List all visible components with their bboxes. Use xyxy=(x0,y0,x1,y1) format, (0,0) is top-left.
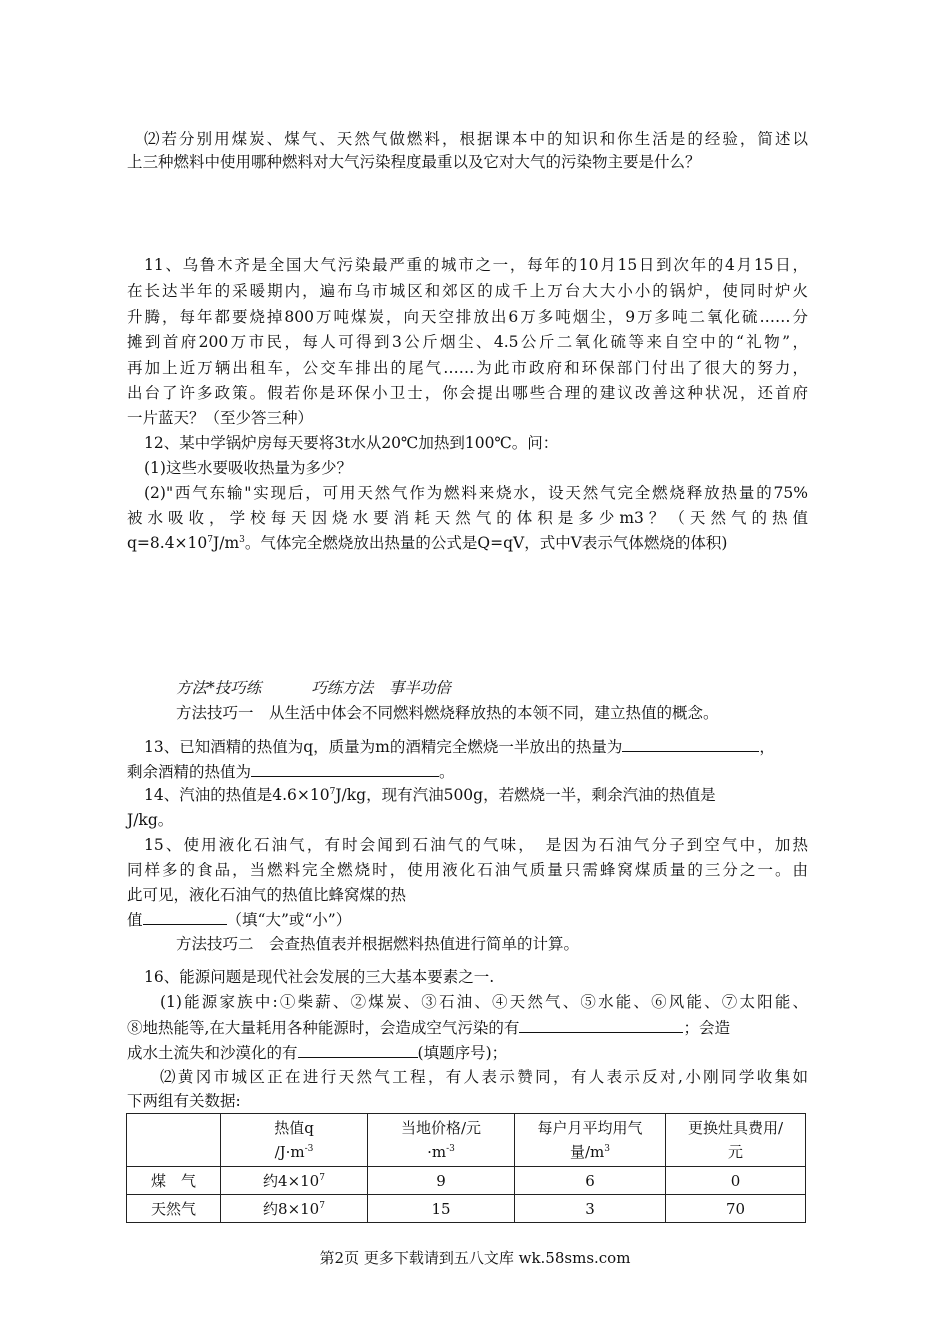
row-heat-base: 约8×10 xyxy=(263,1199,320,1218)
row-price: 15 xyxy=(368,1195,515,1223)
q13-answer-blank-2[interactable] xyxy=(251,760,439,777)
q13-text: 13、已知酒精的热值为q，质量为m的酒精完全燃烧一半放出的热量为 xyxy=(144,738,623,756)
q12-part1: (1)这些水要吸收热量为多少？ xyxy=(144,459,352,477)
q16-p2-line2: 下两组有关数据: xyxy=(127,1092,241,1110)
table-row xyxy=(127,1167,806,1195)
q15-line2: 同样多的食品，当燃料完全燃烧时，使用液化石油气质量只需蜂窝煤质量的三分之一。由 xyxy=(127,861,808,879)
q13-line2 xyxy=(127,760,455,783)
q15-answer-blank[interactable] xyxy=(143,908,227,925)
q16-p1-line2 xyxy=(127,1016,730,1039)
q14-line2: J/kg。 xyxy=(127,811,174,829)
q13-answer-blank-1[interactable] xyxy=(622,735,759,752)
row-heat-value xyxy=(221,1167,368,1195)
q12-part2-line2: 被水吸收，学校每天因烧水要消耗天然气的体积是多少m3？（天然气的热值 xyxy=(127,509,808,527)
q16-text-d: (填题序号)； xyxy=(417,1044,508,1062)
q12-part2-line1: (2)"西气东输"实现后，可用天然气作为燃料来烧水，设天然气完全燃烧释放热量的75% xyxy=(144,484,808,502)
table-header-row xyxy=(127,1114,806,1167)
header-cost-line2: 元 xyxy=(727,1143,743,1161)
q10-part2-line1: ⑵若分别用煤炭、煤气、天然气做燃料，根据课本中的知识和你生活是的经验，简述以 xyxy=(144,130,808,148)
q12-intro: 12、某中学锅炉房每天要将3t水从20℃加热到100℃。问： xyxy=(144,434,559,452)
header-usage-line2: 量/m xyxy=(569,1143,605,1161)
row-price: 9 xyxy=(368,1167,515,1195)
q11-line2: 在长达半年的采暖期内，遍布乌市城区和郊区的成千上万台大大小小的锅炉，使同时炉火 xyxy=(127,282,808,300)
q12-formula-b: J/m xyxy=(213,534,240,552)
row-cost: 0 xyxy=(666,1167,806,1195)
section-title-text: 方法*技巧练 xyxy=(176,679,262,697)
q13-comma: ， xyxy=(759,738,775,756)
q12-formula-c: 。气体完全燃烧放出热量的公式是Q=qV，式中V表示气体燃烧的体积) xyxy=(244,534,728,552)
tip-2: 方法技巧二 会查热值表并根据燃料热值进行简单的计算。 xyxy=(176,935,580,953)
q16-p1-line3 xyxy=(127,1041,507,1064)
header-usage-exp: 3 xyxy=(604,1144,610,1154)
q13-line1 xyxy=(144,735,775,758)
row-cost: 70 xyxy=(666,1195,806,1223)
q15-line4 xyxy=(127,908,351,931)
header-cost xyxy=(666,1114,806,1167)
tip-1: 方法技巧一 从生活中体会不同燃料燃烧释放热的本领不同，建立热值的概念。 xyxy=(176,704,719,722)
q16-answer-blank-2[interactable] xyxy=(298,1041,418,1058)
row-heat-value xyxy=(221,1195,368,1223)
q14-line1 xyxy=(144,784,716,806)
header-empty-cell xyxy=(127,1114,221,1167)
q12-formula-a: q=8.4×10 xyxy=(127,534,208,552)
page-footer: 第2页 更多下载请到五八文库 wk.58sms.com xyxy=(319,1249,631,1267)
q15-text-b: （填“大”或“小”） xyxy=(226,911,352,929)
q14-text-a: 14、汽油的热值是4.6×10 xyxy=(144,786,330,804)
header-price-exp: -3 xyxy=(446,1144,455,1154)
q11-line5: 再加上近万辆出租车，公交车排出的尾气……为此市政府和环保部门付出了很大的努力， xyxy=(127,359,808,377)
row-fuel-name: 天然气 xyxy=(127,1195,221,1223)
q13-period: 。 xyxy=(439,763,455,781)
q14-text-b: J/kg，现有汽油500g，若燃烧一半，剩余汽油的热值是 xyxy=(335,786,716,804)
q11-line1: 11、乌鲁木齐是全国大气污染最严重的城市之一，每年的10月15日到次年的4月15日， xyxy=(144,256,808,274)
row-fuel-name: 煤 气 xyxy=(127,1167,221,1195)
q16-text-a: ⑧地热能等,在大量耗用各种能源时，会造成空气污染的有 xyxy=(127,1019,520,1037)
q11-line3: 升腾，每年都要烧掉800万吨煤炭，向天空排放出6万多吨烟尘，9万多吨二氧化硫……分 xyxy=(127,308,808,326)
header-price xyxy=(368,1114,515,1167)
header-usage xyxy=(515,1114,666,1167)
q16-p1-line1: (1)能源家族中:①柴薪、②煤炭、③石油、④天然气、⑤水能、⑥风能、⑦太阳能、 xyxy=(160,993,808,1011)
q16-text-b: ；会造 xyxy=(683,1019,730,1037)
q15-line1: 15、使用液化石油气，有时会闻到石油气的气味， 是因为石油气分子到空气中，加热 xyxy=(144,836,808,854)
q11-line6: 出台了许多政策。假若你是环保小卫士，你会提出哪些合理的建议改善这种状况，还首府 xyxy=(127,384,808,402)
q15-text-a: 值 xyxy=(127,911,143,929)
q16-p2-line1: ⑵黄冈市城区正在进行天然气工程，有人表示赞同，有人表示反对,小刚同学收集如 xyxy=(160,1068,808,1086)
q16-intro: 16、能源问题是现代社会发展的三大基本要素之一. xyxy=(144,968,495,986)
header-cost-line1: 更换灶具费用/ xyxy=(687,1119,784,1137)
header-usage-line1: 每户月平均用气 xyxy=(537,1119,643,1137)
q11-line4: 摊到首府200万市民，每人可得到3公斤烟尘、4.5公斤二氧化硫等来自空中的“礼物”， xyxy=(127,333,808,351)
fuel-data-table xyxy=(126,1113,806,1223)
q10-part2-line2: 上三种燃料中使用哪种燃料对大气污染程度最重以及它对大气的污染物主要是什么？ xyxy=(127,153,701,171)
q13-text-2: 剩余酒精的热值为 xyxy=(127,763,252,781)
section-subtitle: 巧练方法 事半功倍 xyxy=(311,679,451,697)
q12-exp2: 3 xyxy=(239,534,245,545)
header-heat-exp: -3 xyxy=(304,1144,314,1154)
q16-text-c: 成水土流失和沙漠化的有 xyxy=(127,1044,298,1062)
q15-line3: 此可见，液化石油气的热值比蜂窝煤的热 xyxy=(127,886,407,904)
q11-line7: 一片蓝天？（至少答三种） xyxy=(127,409,314,427)
q12-part2-line3 xyxy=(127,532,727,554)
header-price-line1: 当地价格/元 xyxy=(400,1119,482,1137)
row-heat-exp: 7 xyxy=(319,1172,325,1183)
q12-exp: 7 xyxy=(207,534,214,545)
q14-exp: 7 xyxy=(329,786,336,797)
header-price-line2: ·m xyxy=(427,1143,447,1161)
row-usage: 6 xyxy=(515,1167,666,1195)
section-title xyxy=(176,677,451,699)
row-heat-base: 约4×10 xyxy=(263,1171,320,1190)
row-heat-exp: 7 xyxy=(319,1200,325,1211)
header-heat-line2: /J·m xyxy=(274,1143,305,1161)
row-usage: 3 xyxy=(515,1195,666,1223)
q16-answer-blank-1[interactable] xyxy=(519,1016,683,1033)
table-row xyxy=(127,1195,806,1223)
header-heat-value xyxy=(221,1114,368,1167)
header-heat-line1: 热值q xyxy=(274,1119,314,1137)
